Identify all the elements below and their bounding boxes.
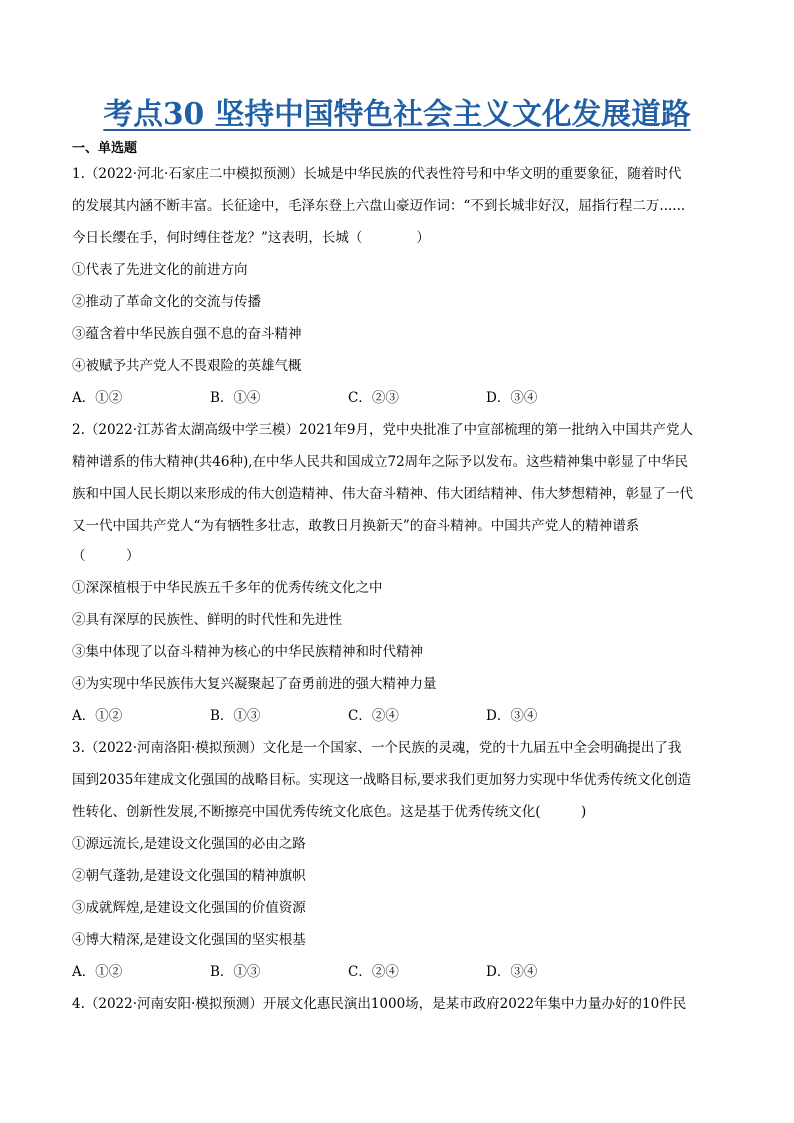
q2-line-3: 族和中国人民长期以来形成的伟大创造精神、伟大奋斗精神、伟大团结精神、伟大梦想精神，彰显了一代	[72, 486, 693, 502]
q3-statement-1: ①源远流长,是建设文化强国的必由之路	[72, 836, 306, 852]
q2-statement-3: ③集中体现了以奋斗精神为核心的中华民族精神和时代精神	[72, 644, 423, 660]
q1-statement-3: ③蕴含着中华民族自强不息的奋斗精神	[72, 326, 302, 342]
q2-statement-2: ②具有深厚的民族性、鲜明的时代性和先进性	[72, 612, 342, 628]
q2-line-4: 又一代中国共产党人“为有牺牲多壮志，敢教日月换新天”的奋斗精神。中国共产党人的精神谱系	[72, 518, 640, 534]
section-heading: 一、单选题	[72, 141, 138, 156]
q2-option-a: A．①②	[72, 708, 123, 724]
q3-option-c: C．②④	[348, 964, 399, 980]
q2-option-d: D．③④	[486, 708, 538, 724]
q2-statement-1: ①深深植根于中华民族五千多年的优秀传统文化之中	[72, 580, 383, 596]
q2-statement-4: ④为实现中华民族伟大复兴凝聚起了奋勇前进的强大精神力量	[72, 676, 437, 692]
q1-statement-4: ④被赋予共产党人不畏艰险的英雄气概	[72, 358, 302, 374]
q1-option-d: D．③④	[486, 390, 538, 406]
q3-statement-3: ③成就辉煌,是建设文化强国的价值资源	[72, 900, 306, 916]
q2-line-5: （ ）	[72, 548, 140, 564]
q1-statement-1: ①代表了先进文化的前进方向	[72, 262, 248, 278]
q3-option-a: A．①②	[72, 964, 123, 980]
q2-option-b: B．①③	[210, 708, 261, 724]
q1-line-3: 今日长缨在手，何时缚住苍龙？”这表明，长城（ ）	[72, 230, 430, 246]
q3-line-2: 国到2035年建成文化强国的战略目标。实现这一战略目标,要求我们更加努力实现中华优秀传统文化创造	[72, 772, 692, 788]
q2-line-2: 精神谱系的伟大精神(共46种),在中华人民共和国成立72周年之际予以发布。这些精神集中彰显了中华民	[72, 454, 689, 470]
q1-line-2: 的发展其内涵不断丰富。长征途中，毛泽东登上六盘山豪迈作词：“不到长城非好汉，屈指行程二万......	[72, 198, 686, 214]
q3-option-d: D．③④	[486, 964, 538, 980]
q1-option-b: B．①④	[210, 390, 261, 406]
q3-line-1: 3.（2022·河南洛阳·模拟预测）文化是一个国家、一个民族的灵魂，党的十九届五中全会明确提出了我	[72, 740, 682, 756]
q2-option-c: C．②④	[348, 708, 399, 724]
q1-option-c: C．②③	[348, 390, 399, 406]
page-title: 考点30 坚持中国特色社会主义文化发展道路	[103, 97, 691, 132]
q3-option-b: B．①③	[210, 964, 261, 980]
q1-statement-2: ②推动了革命文化的交流与传播	[72, 294, 261, 310]
q3-line-3: 性转化、创新性发展,不断擦亮中国优秀传统文化底色。这是基于优秀传统文化( )	[72, 804, 587, 820]
q2-line-1: 2.（2022·江苏省太湖高级中学三模）2021年9月，党中央批准了中宣部梳理的第一批纳入中国共产党人	[72, 422, 693, 438]
q1-option-a: A．①②	[72, 390, 123, 406]
q3-statement-4: ④博大精深,是建设文化强国的坚实根基	[72, 932, 306, 948]
q3-statement-2: ②朝气蓬勃,是建设文化强国的精神旗帜	[72, 868, 306, 884]
q4-line-1: 4.（2022·河南安阳·模拟预测）开展文化惠民演出1000场，是某市政府2022年集中力量办好的10件民	[72, 996, 687, 1012]
q1-line-1: 1.（2022·河北·石家庄二中模拟预测）长城是中华民族的代表性符号和中华文明的重要象征，随着时代	[72, 166, 682, 182]
